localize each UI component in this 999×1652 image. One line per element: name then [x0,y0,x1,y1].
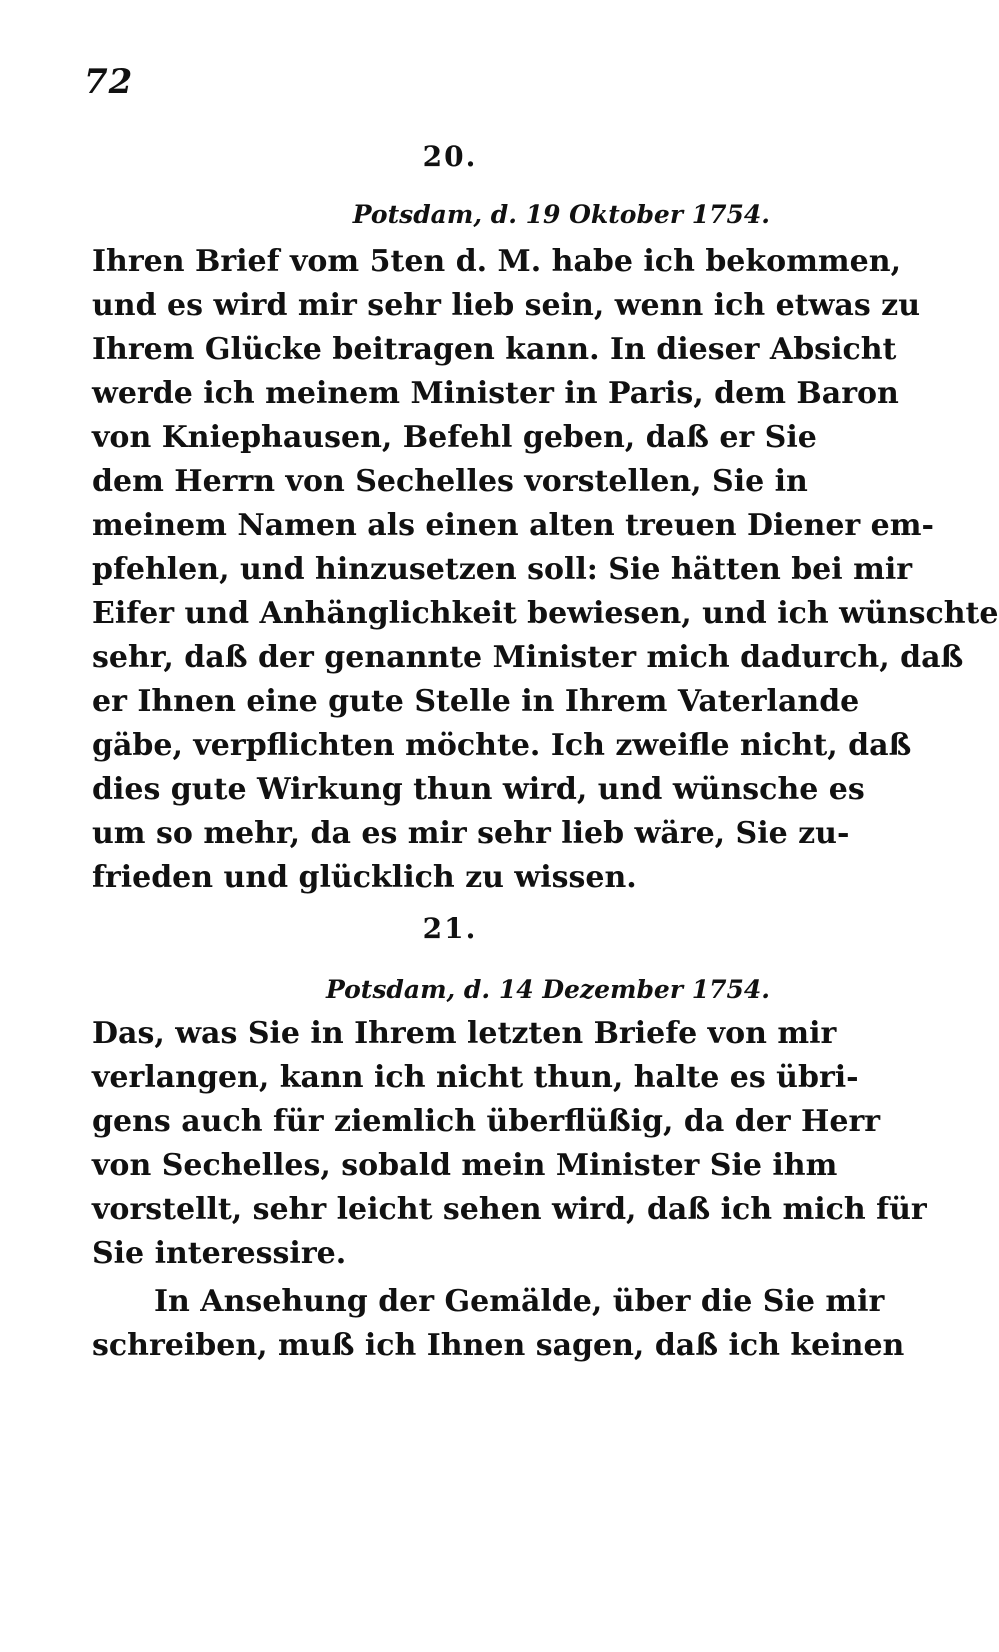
text-line: dies gute Wirkung thun wird, und wünsche es [92,772,865,807]
text-line: In Ansehung der Gemälde, über die Sie mir [154,1284,885,1319]
text-line: schreiben, muß ich Ihnen sagen, daß ich keinen [92,1328,905,1363]
text-line: er Ihnen eine gute Stelle in Ihrem Vaterlande [92,684,860,719]
dateline-letter-21: Potsdam, d. 14 Dezember 1754. [325,975,770,1004]
letter-20-body [92,240,999,900]
text-line: frieden und glücklich zu wissen. [92,860,637,895]
text-line: verlangen, kann ich nicht thun, halte es übri- [92,1060,859,1095]
text-line: gäbe, verpflichten möchte. Ich zweifle nicht, daß [92,728,912,763]
text-line: Sie interessire. [92,1236,347,1271]
text-line: meinem Namen als einen alten treuen Diener em- [92,508,934,543]
text-line: pfehlen, und hinzusetzen soll: Sie hätten bei mir [92,552,913,587]
text-line: dem Herrn von Sechelles vorstellen, Sie in [92,464,808,499]
text-line: vorstellt, sehr leicht sehen wird, daß ich mich für [92,1192,927,1227]
text-line: Eifer und Anhänglichkeit bewiesen, und ich wünschte [92,596,999,631]
text-line: Ihrem Glücke beitragen kann. In dieser Absicht [92,332,897,367]
text-line: werde ich meinem Minister in Paris, dem Baron [92,376,899,411]
text-line: gens auch für ziemlich überflüßig, da der Herr [92,1104,881,1139]
letter-21-paragraph-2 [92,1280,905,1368]
text-line: von Kniephausen, Befehl geben, daß er Sie [92,420,817,455]
text-line: Ihren Brief vom 5ten d. M. habe ich bekommen, [92,244,902,279]
text-line: und es wird mir sehr lieb sein, wenn ich etwas zu [92,288,921,323]
letter-number-21: 21. [422,912,478,945]
page-number: 72 [84,62,134,102]
letter-number-20: 20. [422,140,478,173]
text-line: um so mehr, da es mir sehr lieb wäre, Sie zu- [92,816,850,851]
text-line: sehr, daß der genannte Minister mich dadurch, daß [92,640,964,675]
letter-21-body [92,1012,927,1276]
text-line: von Sechelles, sobald mein Minister Sie ihm [92,1148,838,1183]
dateline-letter-20: Potsdam, d. 19 Oktober 1754. [352,200,770,229]
text-line: Das, was Sie in Ihrem letzten Briefe von mir [92,1016,837,1051]
